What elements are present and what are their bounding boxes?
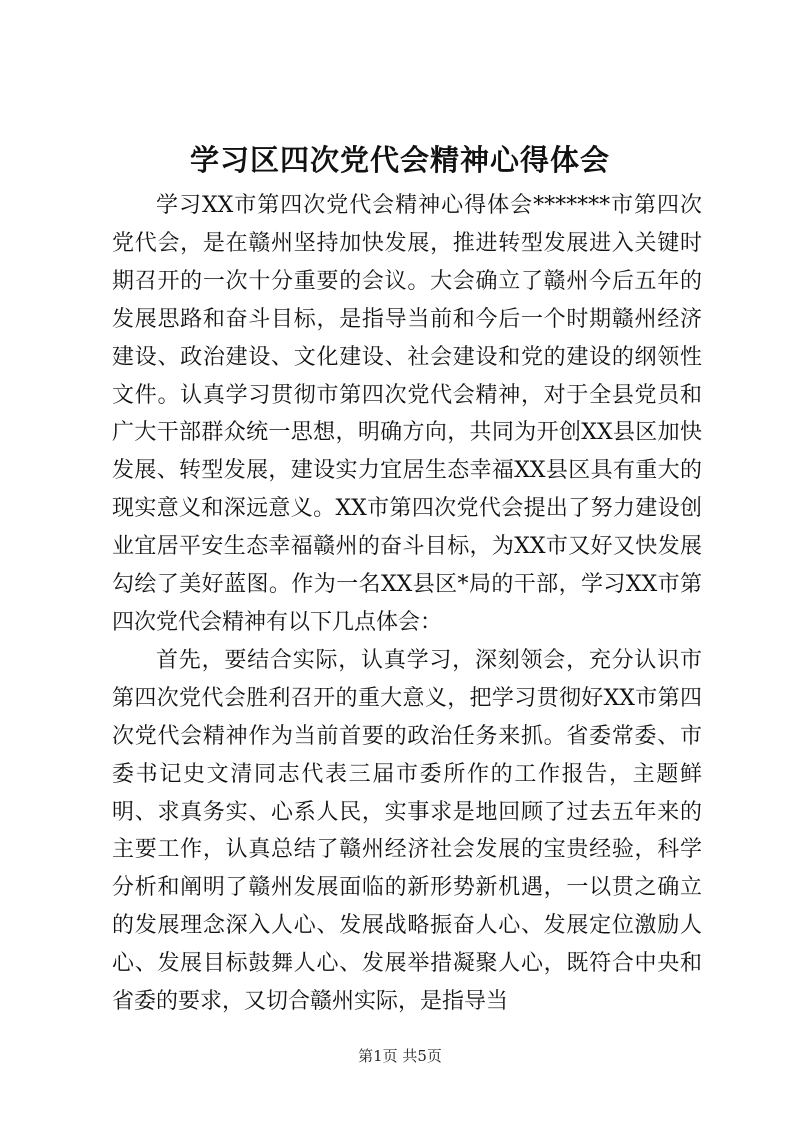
paragraph-1: 学习XX市第四次党代会精神心得体会*******市第四次党代会，是在赣州坚持加快发展，推进转型发展进入关键时期召开的一次十分重要的会议。大会确立了赣州今后五年的发展思路和奋斗目标，是指导当前和今后一个时期赣州经济建设、政治建设、文化建设、社会建设和党的建设的纲领性文件。认真学习贯彻市第四次党代会精神，对于全县党员和广大干部群众统一思想，明确方向，共同为开创XX县区加快发展、转型发展，建设实力宜居生态幸福XX县区具有重大的现实意义和深远意义。XX市第四次党代会提出了努力建设创业宜居平安生态幸福赣州的奋斗目标，为XX市又好又快发展勾绘了美好蓝图。作为一名XX县区*局的干部，学习XX市第四次党代会精神有以下几点体会： (112, 193, 702, 635)
paragraph-2: 首先，要结合实际，认真学习，深刻领会，充分认识市第四次党代会胜利召开的重大意义，把学习贯彻好XX市第四次党代会精神作为当前首要的政治任务来抓。省委常委、市委书记史文清同志代表三届市委所作的工作报告，主题鲜明、求真务实、心系人民，实事求是地回顾了过去五年来的主要工作，认真总结了赣州经济社会发展的宝贵经验，科学分析和阐明了赣州发展面临的新形势新机遇，一以贯之确立的发展理念深入人心、发展战略振奋人心、发展定位激励人心、发展目标鼓舞人心、发展举措凝聚人心，既符合中央和省委的要求，又切合赣州实际，是指导当 (112, 647, 702, 1015)
page-number-footer: 第1页 共5页 (358, 1047, 442, 1065)
document-body (112, 187, 702, 1021)
document-title: 学习区四次党代会精神心得体会 (189, 143, 610, 177)
